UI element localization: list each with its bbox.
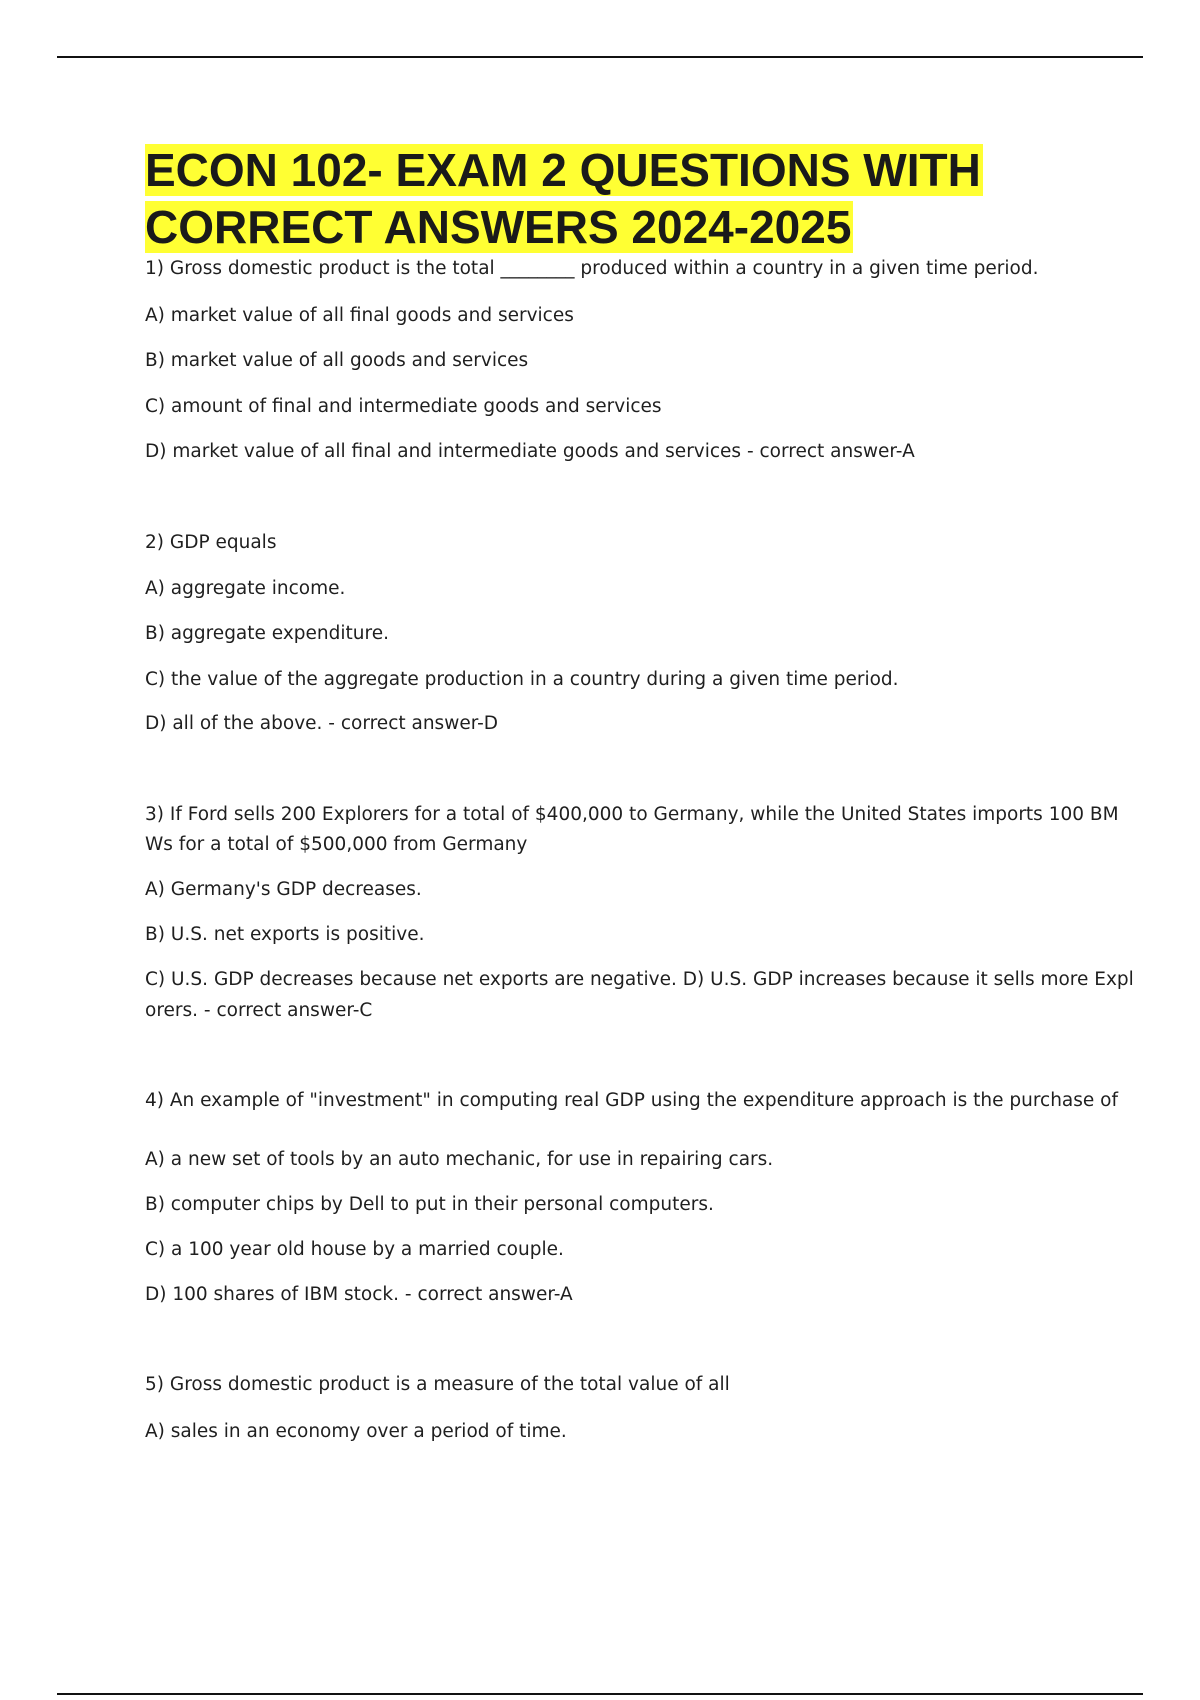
question-1-option-b: B) market value of all goods and services [145, 350, 529, 371]
question-4-option-a: A) a new set of tools by an auto mechanic, for use in repairing cars. [145, 1149, 774, 1170]
question-3-option-a: A) Germany's GDP decreases. [145, 879, 422, 900]
question-2-option-a: A) aggregate income. [145, 578, 346, 599]
title-line-2: CORRECT ANSWERS 2024-2025 [145, 201, 852, 253]
question-3-option-b: B) U.S. net exports is positive. [145, 924, 425, 945]
question-1-stem: 1) Gross domestic product is the total ________ produced within a country in a given time period. [145, 258, 1039, 279]
question-4-stem: 4) An example of "investment" in computing real GDP using the expenditure approach is the purchase of [145, 1090, 1119, 1111]
question-2-stem: 2) GDP equals [145, 532, 277, 553]
question-5-option-a: A) sales in an economy over a period of time. [145, 1421, 567, 1442]
question-3-stem-line-1: 3) If Ford sells 200 Explorers for a total of $400,000 to Germany, while the United States imports 100 BM [145, 804, 1119, 825]
question-3-stem-line-2: Ws for a total of $500,000 from Germany [145, 834, 528, 855]
question-1-option-c: C) amount of final and intermediate goods and services [145, 396, 662, 417]
question-1-option-a: A) market value of all final goods and services [145, 305, 574, 326]
question-4-option-c: C) a 100 year old house by a married couple. [145, 1239, 564, 1260]
question-4-option-b: B) computer chips by Dell to put in their personal computers. [145, 1194, 714, 1215]
question-1-option-d: D) market value of all final and intermediate goods and services - correct answer-A [145, 441, 915, 462]
question-4-option-d: D) 100 shares of IBM stock. - correct answer-A [145, 1284, 573, 1305]
question-3-option-c-line-2: orers. - correct answer-C [145, 1000, 373, 1021]
footer-rule [57, 1693, 1143, 1695]
question-3-option-c-line-1: C) U.S. GDP decreases because net exports are negative. D) U.S. GDP increases because it sells more Expl [145, 969, 1134, 990]
question-5-stem: 5) Gross domestic product is a measure of the total value of all [145, 1374, 730, 1395]
header-rule [57, 56, 1143, 58]
title-line-1: ECON 102- EXAM 2 QUESTIONS WITH [145, 144, 981, 196]
question-2-option-c: C) the value of the aggregate production in a country during a given time period. [145, 669, 899, 690]
question-2-option-b: B) aggregate expenditure. [145, 623, 389, 644]
document-title [145, 142, 983, 256]
question-2-option-d: D) all of the above. - correct answer-D [145, 713, 499, 734]
